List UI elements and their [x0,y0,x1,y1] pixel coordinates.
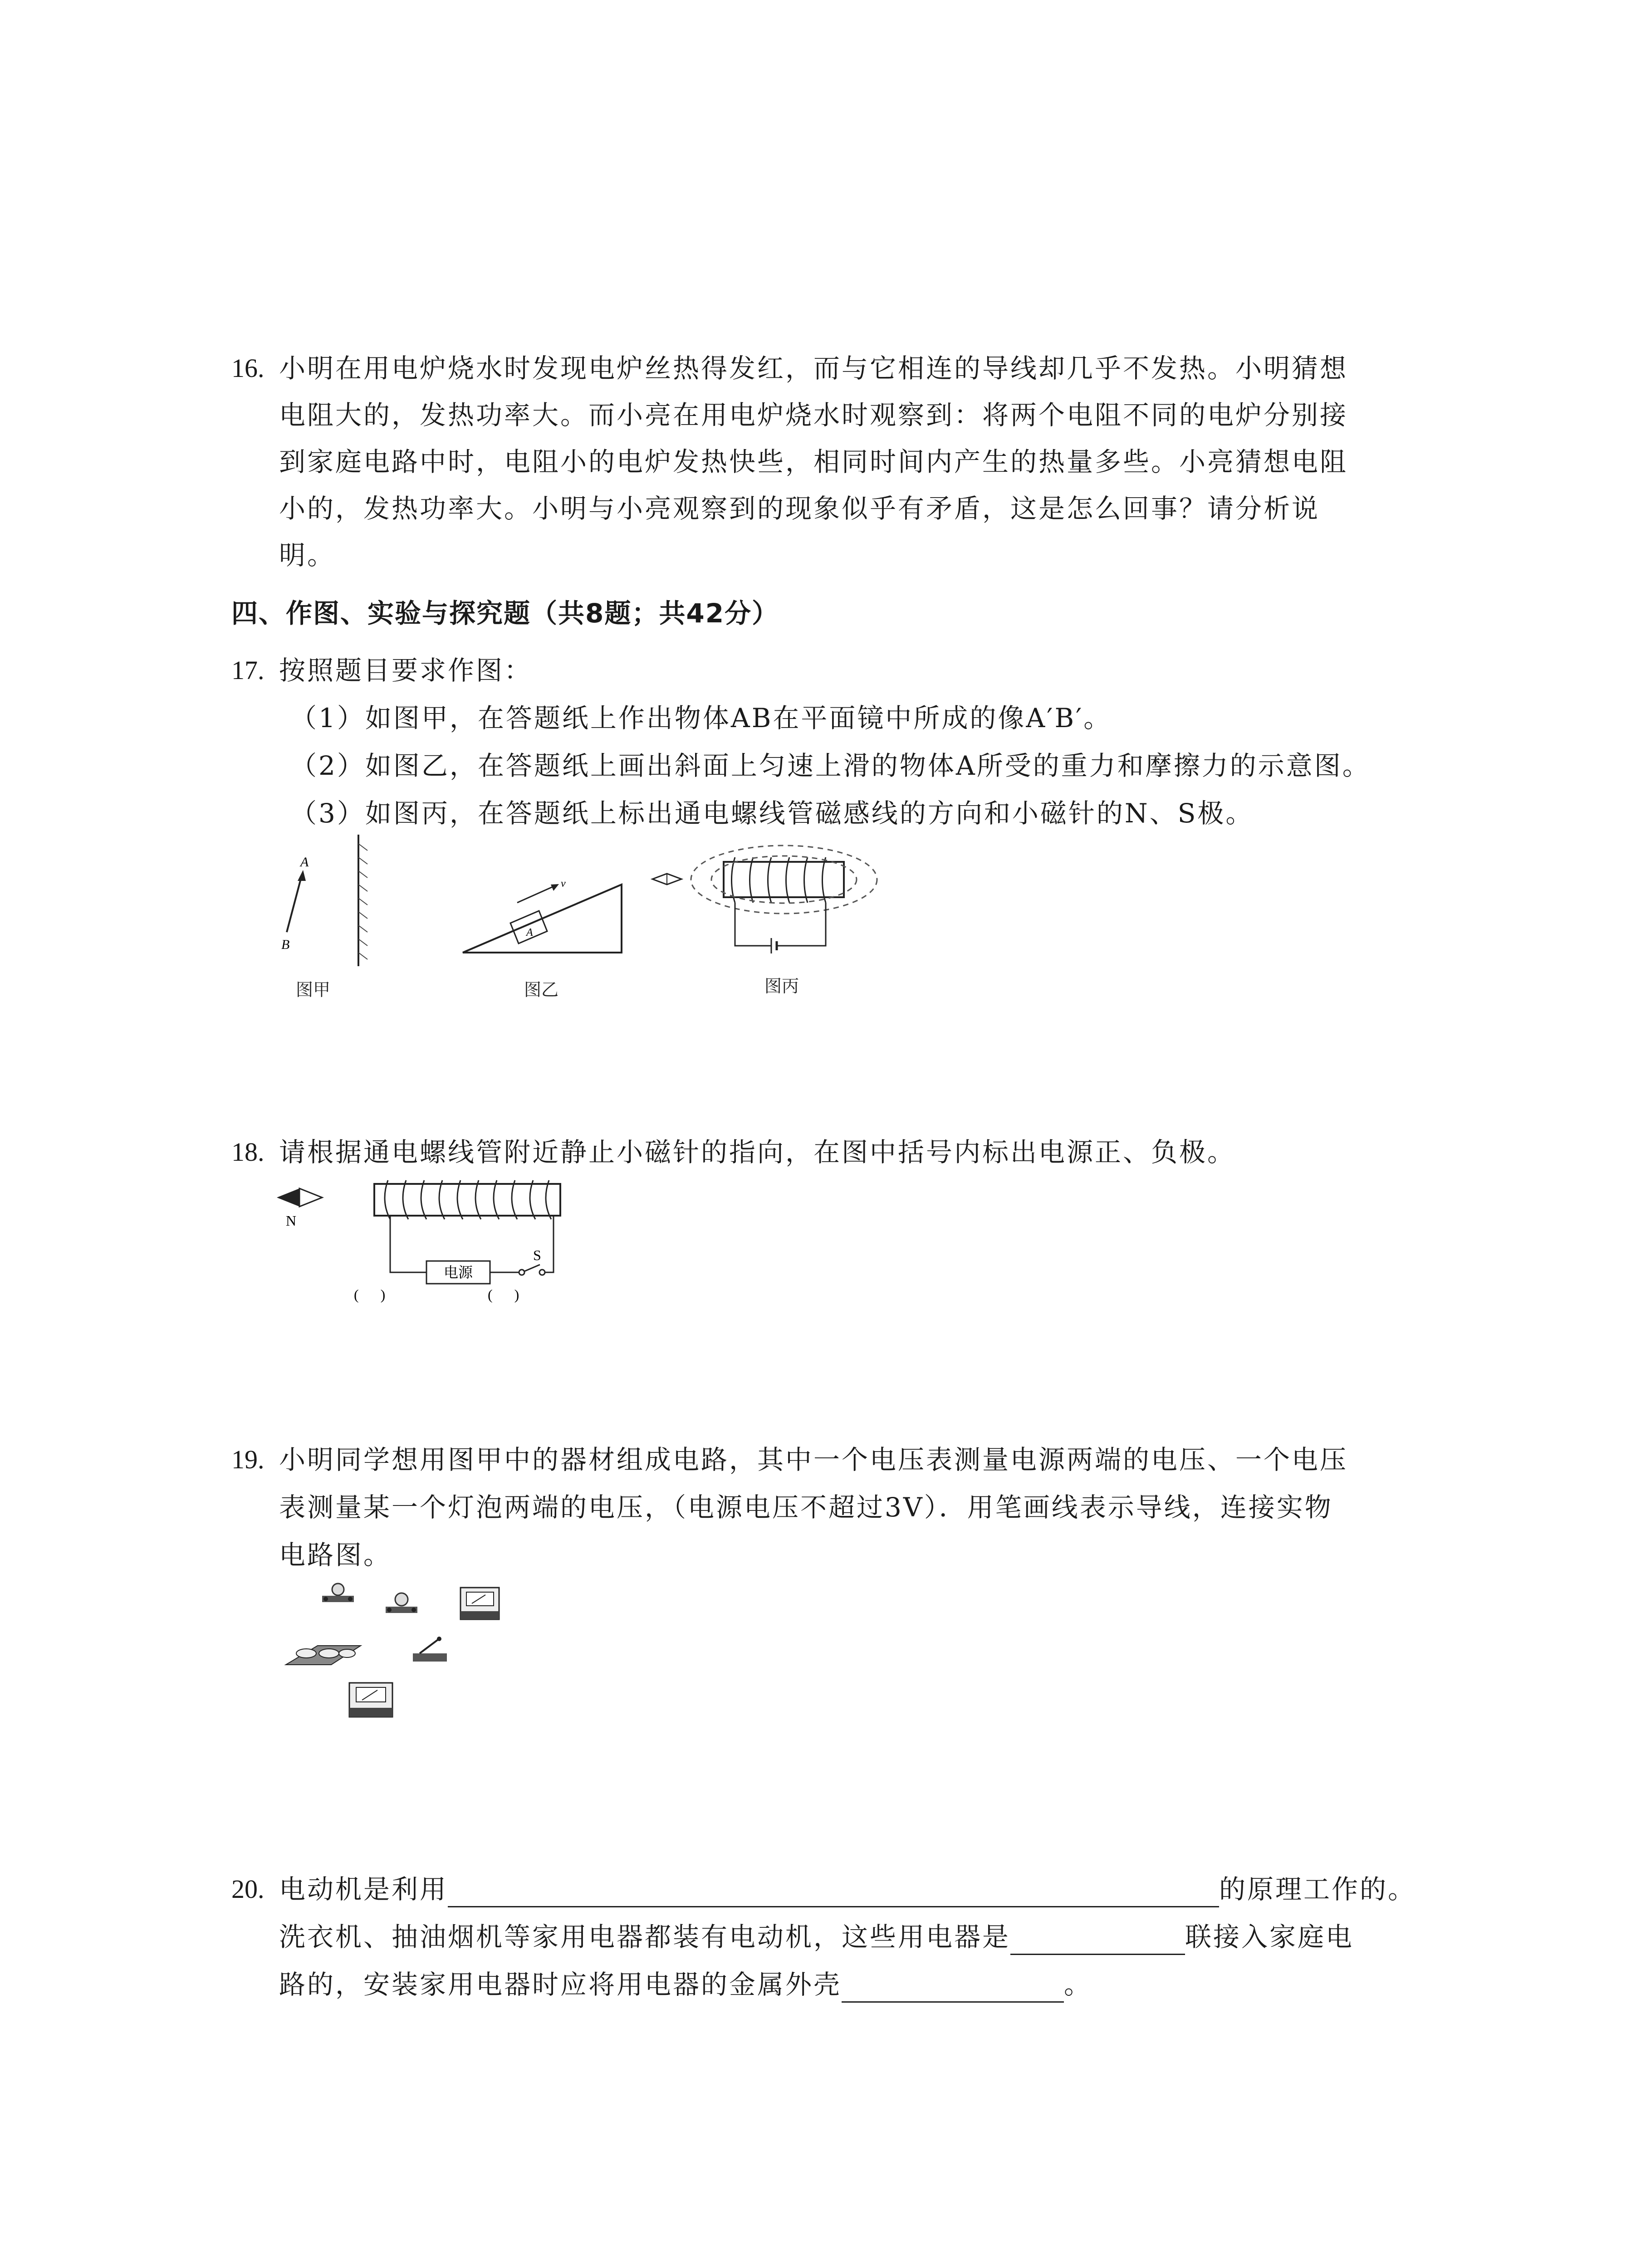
q17-intro: 按照题目要求作图： [279,655,533,686]
q20-blank-2[interactable] [1010,1926,1185,1955]
q20-blank-1[interactable] [448,1879,1219,1907]
q20-line-1 [279,1871,1416,1907]
label-v: v [561,878,566,890]
paren-right: ( ) [488,1286,519,1303]
q16-line-4: 小的，发热功率大。小明与小亮观察到的现象似乎有矛盾，这是怎么回事？请分析说 [279,493,1320,524]
q17-item-2: （2）如图乙，在答题纸上画出斜面上匀速上滑的物体A所受的重力和摩擦力的示意图。 [290,750,1371,781]
figure-yi [463,878,622,1000]
q17-item-3: （3）如图丙，在答题纸上标出通电螺线管磁感线的方向和小磁针的N、S极。 [290,798,1254,829]
q19-line-2: 表测量某一个灯泡两端的电压，（电源电压不超过3V）．用笔画线表示导线，连接实物 [279,1492,1333,1523]
q16-line-5: 明。 [279,540,336,571]
caption-bing: 图丙 [764,976,799,996]
voltmeter-1-icon [460,1588,499,1619]
power-label: 电源 [443,1264,473,1281]
section-heading: 四、作图、实验与探究题（共8题；共42分） [231,598,779,629]
label-b: B [281,937,290,952]
switch-label: S [533,1247,541,1263]
figure-jia [281,835,367,1000]
figure-bing [652,846,877,996]
q17-item-1: （1）如图甲，在答题纸上作出物体AB在平面镜中所成的像A′B′。 [290,703,1112,733]
caption-jia: 图甲 [296,980,331,1000]
q20-text-2b: 联接入家庭电 [1185,1921,1354,1952]
q16-line-3: 到家庭电路中时，电阻小的电炉发热快些，相同时间内产生的热量多些。小亮猜想电阻 [279,446,1348,477]
q20-text-3a: 路的，安装家用电器时应将用电器的金属外壳 [279,1969,842,2000]
lamp-2-icon [386,1593,417,1613]
q20-number: 20. [231,1874,265,1904]
q19-number: 19. [231,1445,265,1474]
label-a: A [300,855,309,870]
q20-line-3 [279,1966,1092,2003]
voltmeter-2-icon [349,1683,392,1717]
q20-line-2 [279,1919,1354,1955]
q18-figure [272,1179,599,1306]
q20-text-1a: 电动机是利用 [279,1874,448,1905]
lamp-1-icon [322,1584,354,1602]
q20-text-1b: 的原理工作的。 [1219,1874,1416,1905]
battery-holder-icon [286,1646,361,1665]
q16-line-2: 电阻大的，发热功率大。而小亮在用电炉烧水时观察到：将两个电阻不同的电炉分别接 [279,400,1348,430]
q16-number: 16. [231,353,265,383]
q19-line-3: 电路图。 [279,1540,392,1570]
q19-figure [281,1579,535,1728]
q20-text-3b: 。 [1064,1969,1092,2000]
q17-figures [272,830,953,1012]
needle-n: N [286,1212,297,1229]
caption-yi: 图乙 [524,980,559,1000]
label-block-a: A [526,927,533,938]
q18-text: 请根据通电螺线管附近静止小磁针的指向，在图中括号内标出电源正、负极。 [279,1137,1236,1168]
switch-icon [413,1637,447,1662]
paren-left: ( ) [354,1286,386,1303]
q19-line-1: 小明同学想用图甲中的器材组成电路，其中一个电压表测量电源两端的电压、一个电压 [279,1444,1348,1475]
q20-text-2a: 洗衣机、抽油烟机等家用电器都装有电动机，这些用电器是 [279,1921,1011,1952]
q16-line-1: 小明在用电炉烧水时发现电炉丝热得发红，而与它相连的导线却几乎不发热。小明猜想 [279,353,1348,384]
q20-blank-3[interactable] [842,1974,1064,2003]
q18-number: 18. [231,1137,265,1167]
q17-number: 17. [231,655,265,685]
